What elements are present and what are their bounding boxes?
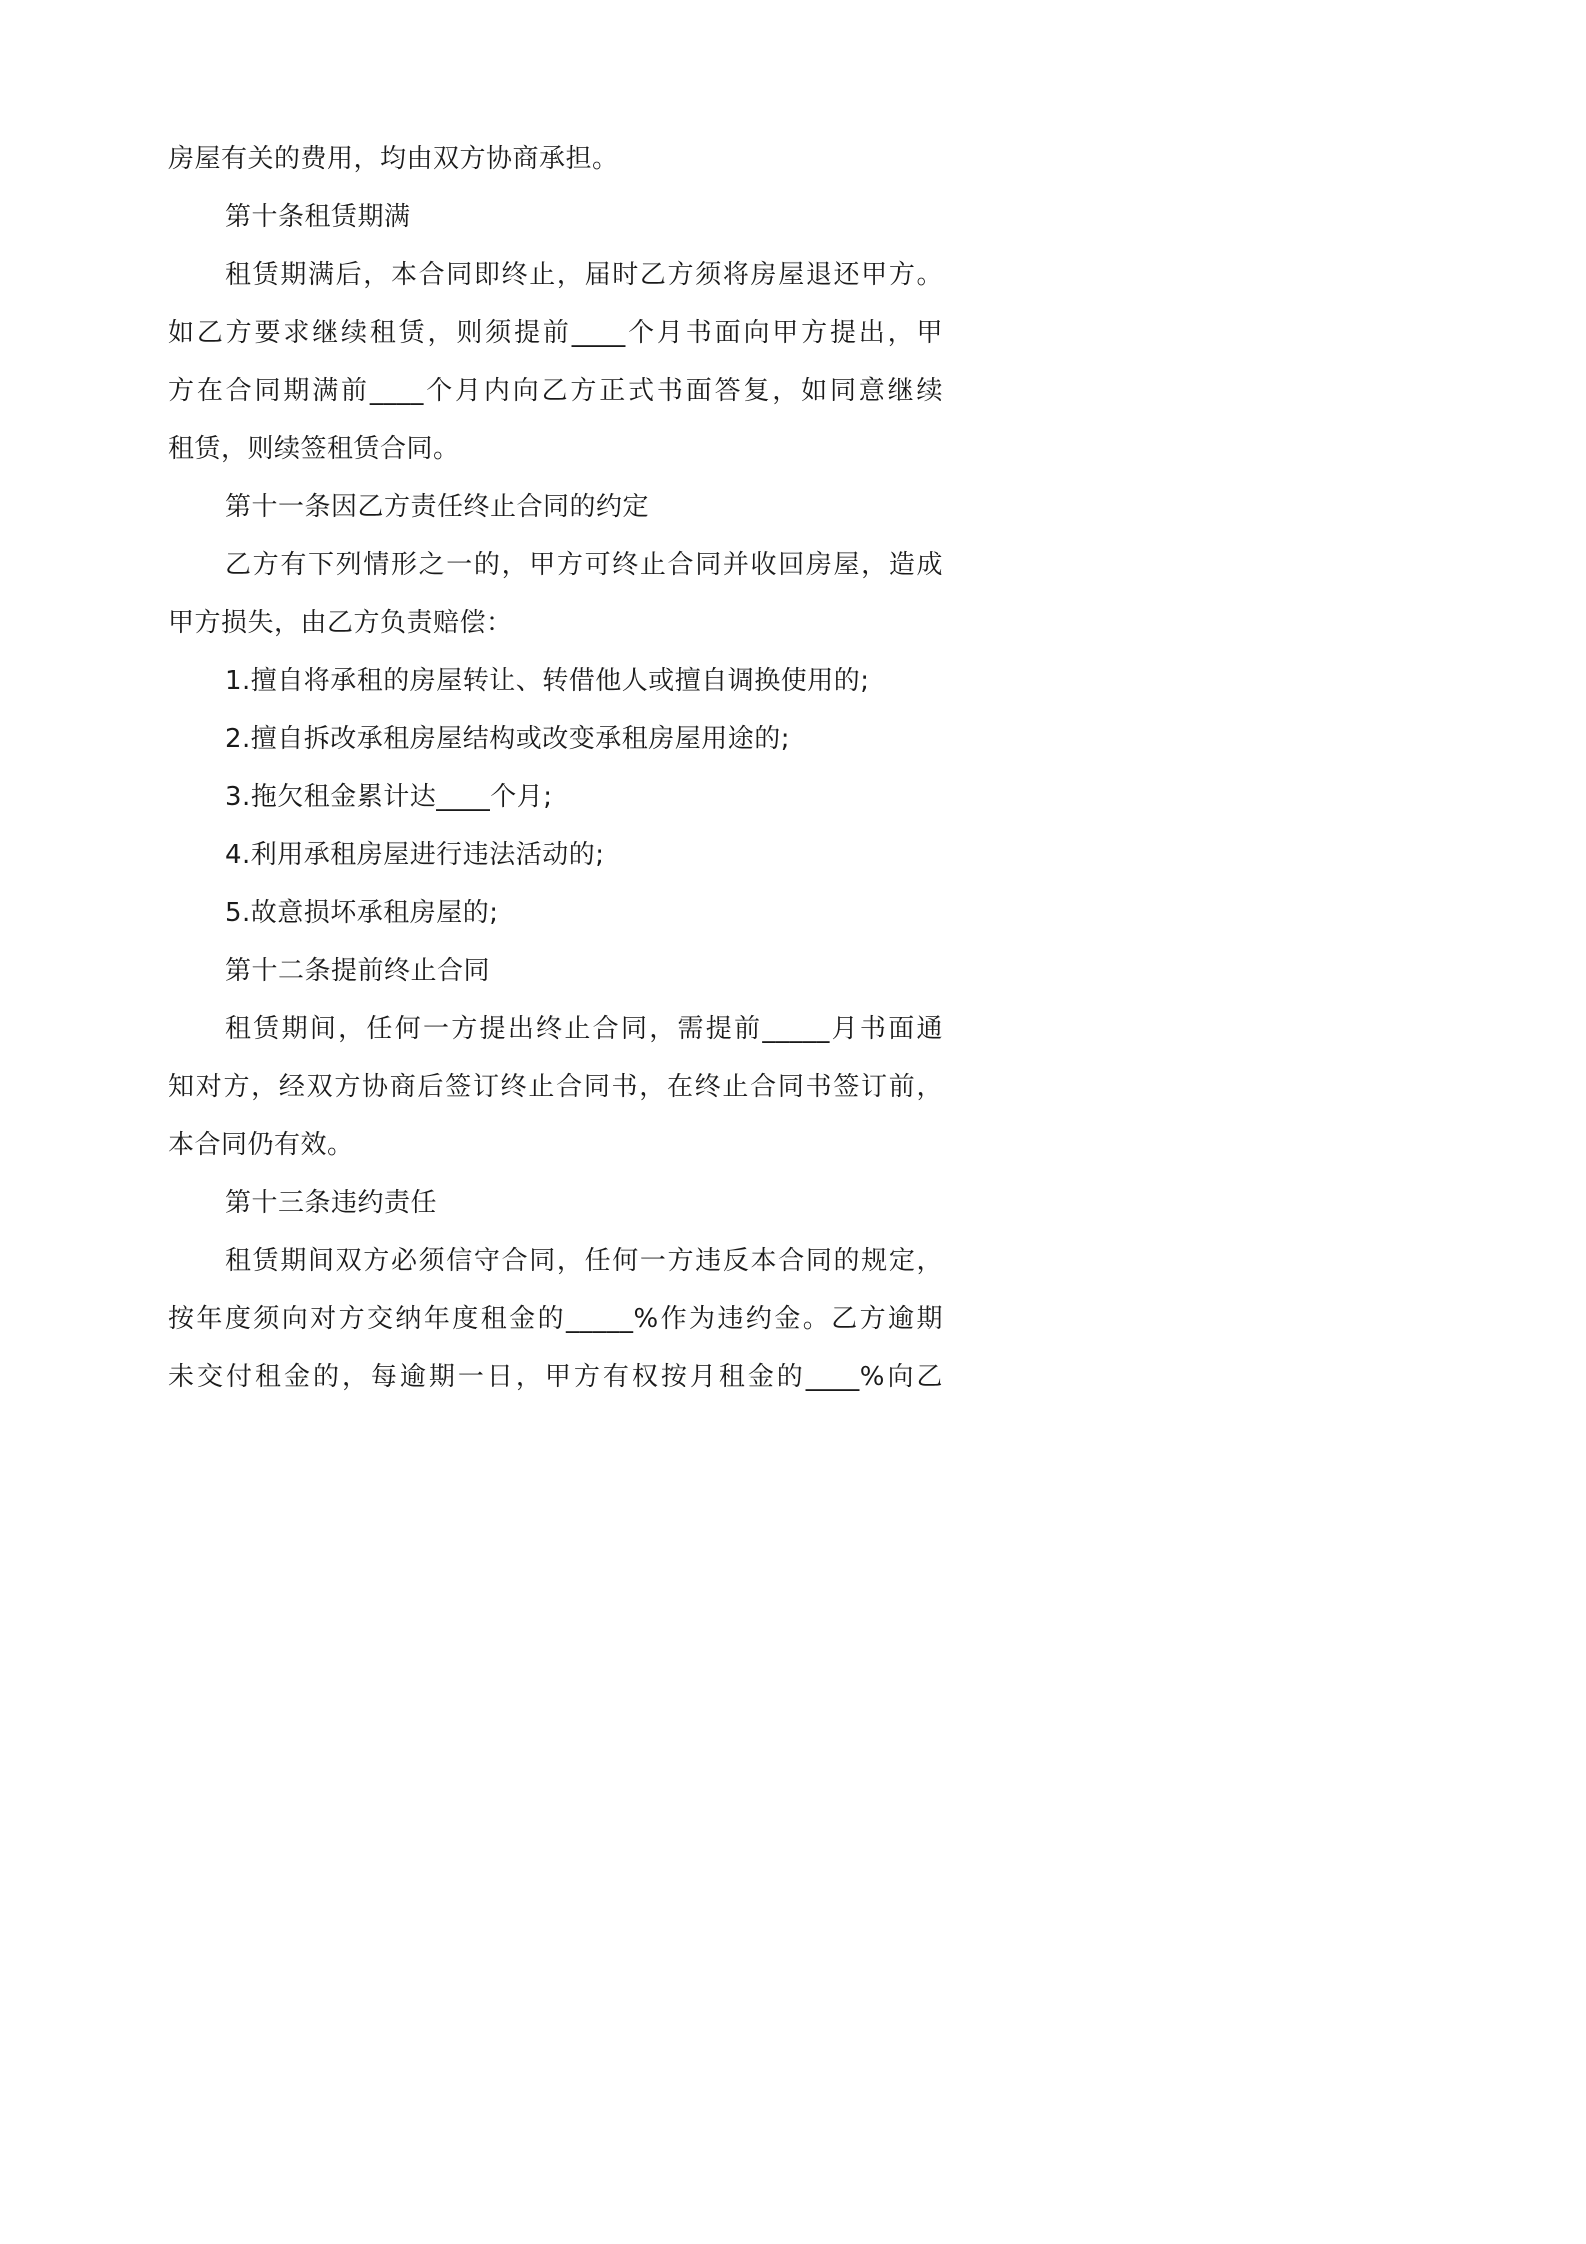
- paragraph-line: 方在合同期满前____个月内向乙方正式书面答复，如同意继续: [168, 376, 943, 406]
- paragraph-line: 按年度须向对方交纳年度租金的_____%作为违约金。乙方逾期: [168, 1304, 943, 1334]
- paragraph-line: 知对方，经双方协商后签订终止合同书，在终止合同书签订前，: [168, 1072, 943, 1102]
- list-item: 2.擅自拆改承租房屋结构或改变承租房屋用途的;: [225, 724, 791, 754]
- paragraph-line: 租赁，则续签租赁合同。: [168, 434, 460, 464]
- paragraph-line: 甲方损失，由乙方负责赔偿：: [168, 608, 513, 638]
- section-heading-article-12: 第十二条提前终止合同: [225, 956, 491, 986]
- contract-text: [168, 130, 943, 1406]
- section-heading-article-10: 第十条租赁期满: [225, 202, 411, 232]
- section-heading-article-11: 第十一条因乙方责任终止合同的约定: [225, 492, 650, 522]
- paragraph-line: 本合同仍有效。: [168, 1130, 354, 1160]
- paragraph-line: 未交付租金的，每逾期一日，甲方有权按月租金的____%向乙: [168, 1362, 943, 1392]
- paragraph-line: 如乙方要求继续租赁，则须提前____个月书面向甲方提出，甲: [168, 318, 943, 348]
- paragraph-line: 租赁期间，任何一方提出终止合同，需提前_____月书面通: [225, 1014, 943, 1044]
- paragraph-line: 乙方有下列情形之一的，甲方可终止合同并收回房屋，造成: [225, 550, 943, 580]
- list-item: 1.擅自将承租的房屋转让、转借他人或擅自调换使用的;: [225, 666, 870, 696]
- list-item: 5.故意损坏承租房屋的;: [225, 898, 499, 928]
- paragraph-line: 房屋有关的费用，均由双方协商承担。: [168, 144, 619, 174]
- document-page: [0, 0, 1103, 1560]
- paragraph-line: 租赁期满后，本合同即终止，届时乙方须将房屋退还甲方。: [225, 260, 943, 290]
- list-item: 3.拖欠租金累计达____个月;: [225, 782, 553, 812]
- list-item: 4.利用承租房屋进行违法活动的;: [225, 840, 605, 870]
- section-heading-article-13: 第十三条违约责任: [225, 1188, 438, 1218]
- paragraph-line: 租赁期间双方必须信守合同，任何一方违反本合同的规定，: [225, 1246, 943, 1276]
